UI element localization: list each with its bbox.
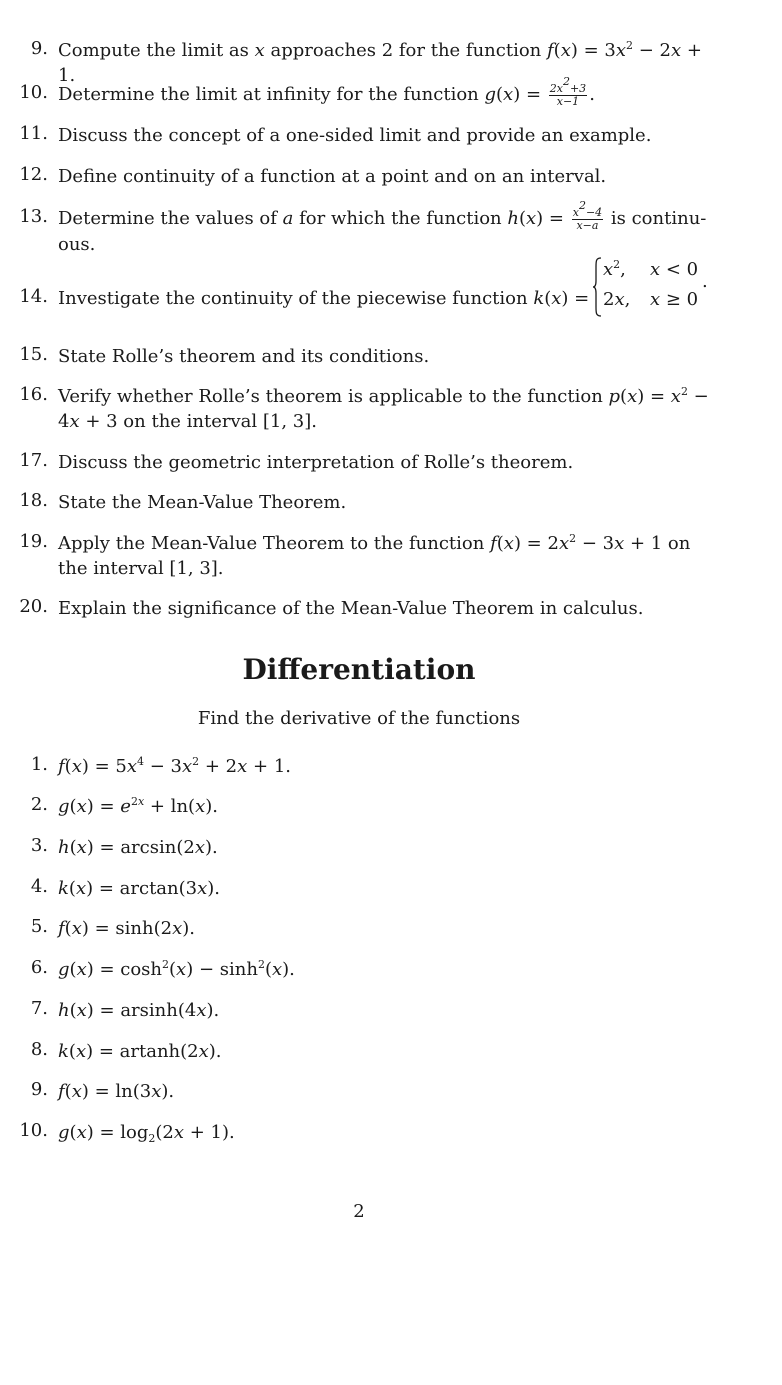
page-number: 2 (353, 1201, 365, 1222)
item-expression: $g(x) = \cosh^2(x) - \sinh^2(x)$. (58, 958, 295, 980)
section-instruction: Find the derivative of the functions (197, 708, 521, 729)
item-number: 12. (19, 164, 48, 185)
piece-row: 2x, (603, 289, 631, 310)
item-number: 18. (19, 490, 48, 511)
item-expression: f(x) = ln(3x). (58, 1081, 175, 1102)
item-number: 9. (30, 1079, 48, 1100)
item-number: 15. (19, 344, 48, 365)
item-text: Compute the limit as x approaches 2 for the function $f(x) = 3x^2 - 2x + 1$. (58, 39, 702, 86)
left-brace-icon (592, 257, 602, 317)
item-number: 2. (30, 794, 48, 815)
piece-condition: x ≥ 0 (650, 289, 699, 310)
item-expression: $g(x) = \log_2(2x + 1)$. (58, 1122, 235, 1145)
item-number: 10. (19, 1120, 48, 1141)
piece-condition: x < 0 (650, 259, 699, 280)
item-number: 3. (30, 835, 48, 856)
item-expression: h(x) = arsinh(4x). (58, 1000, 220, 1021)
item-text: Define continuity of a function at a point and on an interval. (58, 166, 607, 187)
item-number: 11. (19, 123, 48, 144)
item-text: Determine the limit at infinity for the function g(x) = $\frac{2x^2+3}{x-1}$ . (58, 75, 595, 108)
fraction: $\frac{2x^2+3}{x-1}$ (549, 75, 587, 108)
item-text: State the Mean-Value Theorem. (58, 492, 347, 513)
item-expression: $f(x) = 5x^4 - 3x^2 + 2x + 1$. (58, 755, 291, 777)
item-number: 7. (30, 998, 48, 1019)
item-number: 13. (19, 206, 48, 227)
item-expression: k(x) = arctan(3x). (58, 878, 221, 899)
item-expression: f(x) = sinh(2x). (58, 918, 195, 939)
item-text: Discuss the concept of a one-sided limit and provide an example. (58, 125, 652, 146)
item-text: Explain the significance of the Mean-Value Theorem in calculus. (58, 598, 644, 619)
item-number: 17. (19, 450, 48, 471)
item-number: 20. (19, 596, 48, 617)
item-number: 5. (30, 916, 48, 937)
item-text: Determine the values of a for which the function h(x) = $\frac{x^2-4}{x-a}$ is continu- ous. (58, 199, 707, 255)
item-number: 10. (19, 82, 48, 103)
item-number: 9. (30, 38, 48, 59)
item-number: 19. (19, 531, 48, 552)
piece-row: $x^2$, (603, 258, 626, 280)
item-number: 4. (30, 876, 48, 897)
piecewise-definition: $x^2$, x < 0 2x, x ≥ 0 . (592, 257, 717, 317)
item-text: State Rolle’s theorem and its conditions. (58, 346, 430, 367)
item-expression: h(x) = arcsin(2x). (58, 837, 218, 858)
fraction: $\frac{x^2-4}{x-a}$ (572, 199, 603, 232)
item-expression: k(x) = artanh(2x). (58, 1041, 222, 1062)
item-expression: $g(x) = e^{2x} + \ln(x)$. (58, 795, 218, 817)
item-number: 1. (30, 754, 48, 775)
item-number: 16. (19, 384, 48, 405)
item-text: Investigate the continuity of the piecewise function k(x) = (58, 288, 590, 309)
item-number: 14. (19, 286, 48, 307)
item-number: 8. (30, 1039, 48, 1060)
item-text: Discuss the geometric interpretation of Rolle’s theorem. (58, 452, 574, 473)
item-text: Apply the Mean-Value Theorem to the function $f(x) = 2x^2 - 3x + 1$ on the interval [1, 3]. (58, 532, 691, 579)
item-number: 6. (30, 957, 48, 978)
section-title: Differentiation (242, 653, 476, 686)
item-text: Verify whether Rolle’s theorem is applicable to the function $p(x) = x^2$ − 4x + 3 on the interval [1, 3]. (58, 385, 709, 432)
